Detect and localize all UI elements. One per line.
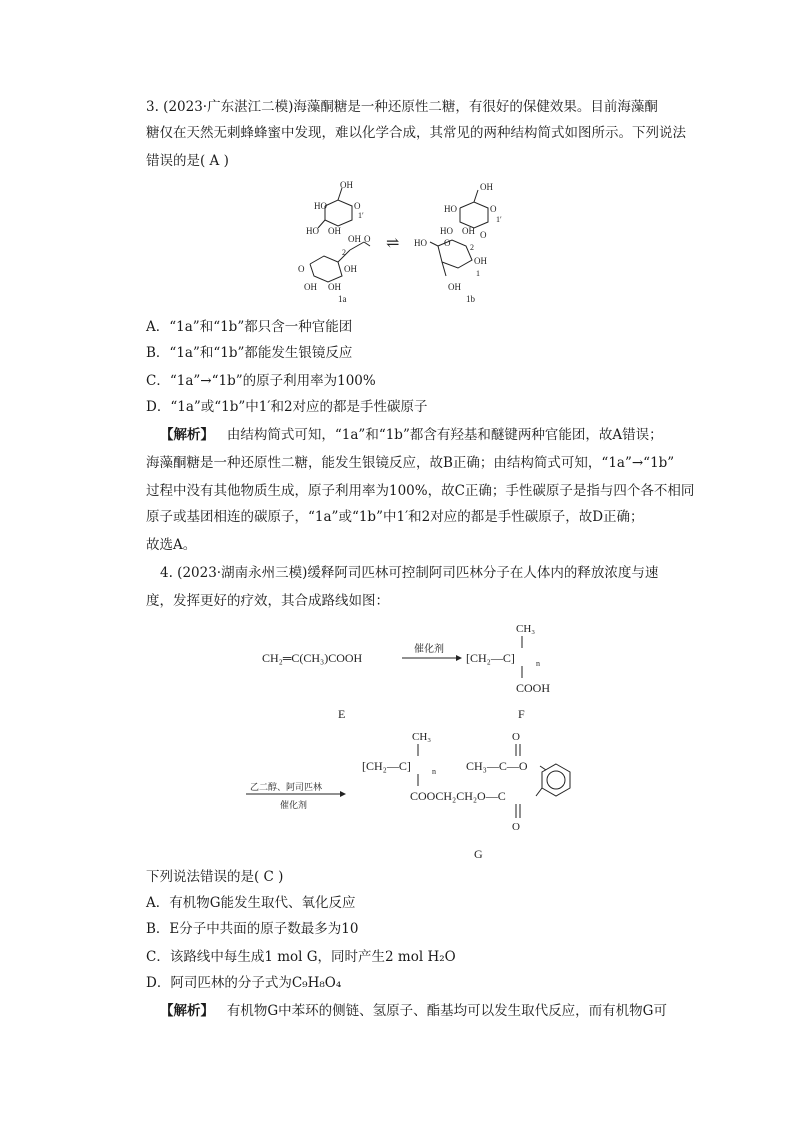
q3-stem-line1: 3. (2023·广东湛江二模)海藻酮糖是一种还原性二糖，有很好的保健效果。目前海藻酮 [146, 99, 658, 115]
catalyst-label: 催化剂 [280, 801, 308, 811]
q3-option-d: D．“1a”或“1b”中1′和2对应的都是手性碳原子 [146, 399, 428, 415]
one-prime-label: 1′ [358, 211, 364, 220]
o-label: O [298, 264, 305, 274]
o-label: O [354, 201, 361, 211]
polymer-g-chain: [CH₂—C] [362, 759, 411, 773]
oh-label: OH [462, 226, 475, 236]
trehalulose-structures-figure [290, 176, 530, 308]
one-label: 1 [476, 269, 480, 278]
synthesis-route-figure [240, 614, 580, 864]
ho-label: HO [306, 226, 319, 236]
oh-label: OH [328, 282, 341, 292]
q3-stem-line3: 错误的是( A ) [146, 153, 229, 169]
methyl-label: CH₃ [412, 731, 432, 743]
oh-label: OH [348, 234, 361, 244]
q3-analysis-line3: 过程中没有其他物质生成，原子利用率为100%，故C正确；手性碳原子是指与四个各不相同 [146, 483, 695, 499]
q3-stem-line2: 糖仅在天然无刺蜂蜂蜜中发现，难以化学合成，其常见的两种结构简式如图所示。下列说法 [146, 125, 686, 141]
oh-label: OH [344, 264, 357, 274]
methyl-label: CH₃ [516, 623, 536, 635]
carboxyl-label: COOH [516, 681, 551, 695]
q3-option-a: A．“1a”和“1b”都只含一种官能团 [146, 319, 353, 335]
oh-label: OH [474, 256, 487, 266]
analysis-tag: 【解析】 [160, 427, 214, 443]
o-label: O [490, 204, 497, 214]
label-1b: 1b [466, 294, 475, 304]
q3-analysis-line4: 原子或基团相连的碳原子，“1a”或“1b”中1′和2对应的都是手性碳原子，故D正确； [146, 509, 644, 525]
q4-stem-line1: 4. (2023·湖南永州三模)缓释阿司匹林可控制阿司匹林分子在人体内的释放浓度与速 [160, 565, 659, 581]
repeat-n: n [536, 659, 540, 668]
oh-label: OH [328, 226, 341, 236]
oh-label: OH [340, 180, 353, 190]
q4-analysis-line1 [160, 1000, 667, 1022]
acetyl-group: CH₃—C—O [466, 759, 528, 773]
o-label: O [444, 238, 451, 248]
two-label: 2 [342, 248, 346, 257]
ho-label: HO [444, 204, 457, 214]
analysis-tag: 【解析】 [160, 1003, 214, 1019]
q3-option-b: B．“1a”和“1b”都能发生银镜反应 [146, 345, 353, 361]
label-f: F [518, 707, 525, 721]
one-prime-label: 1′ [496, 215, 502, 224]
ho-label: HO [440, 226, 453, 236]
q4-option-d: D．阿司匹林的分子式为C₉H₈O₄ [146, 975, 342, 991]
q3-option-c: C．“1a”→“1b”的原子利用率为100% [146, 373, 376, 389]
o-label: O [480, 230, 487, 240]
ho-label: HO [314, 201, 327, 211]
ester-linker: COOCH₂CH₂O—C [410, 789, 506, 803]
label-1a: 1a [338, 294, 347, 304]
compound-e-formula: CH₂═C(CH₃)COOH [262, 651, 363, 665]
o-label: O [364, 234, 371, 244]
q3-analysis-line1 [160, 424, 663, 446]
q4-option-c: C．该路线中每生成1 mol G，同时产生2 mol H₂O [146, 949, 456, 965]
polymer-f-chain: [CH₂—C] [466, 651, 515, 665]
ho-label: HO [414, 238, 427, 248]
reagents-label: 乙二醇、阿司匹林 [250, 783, 323, 793]
catalyst-label: 催化剂 [414, 644, 444, 655]
carbonyl-oxygen-label: O [512, 731, 520, 743]
oh-label: OH [448, 282, 461, 292]
analysis-text: 由结构简式可知，“1a”和“1b”都含有羟基和醚键两种官能团，故A错误； [226, 427, 663, 443]
q4-stem-line2: 度，发挥更好的疗效，其合成路线如图： [146, 593, 389, 609]
repeat-n: n [432, 767, 436, 776]
q3-analysis-line5: 故选A。 [146, 537, 197, 553]
q4-option-b: B．E分子中共面的原子数最多为10 [146, 921, 359, 937]
label-g: G [474, 847, 483, 861]
analysis-text: 有机物G中苯环的侧链、氢原子、酯基均可以发生取代反应，而有机物G可 [226, 1003, 667, 1019]
carbonyl-oxygen-label: O [512, 821, 520, 833]
two-label: 2 [470, 243, 474, 252]
q3-analysis-line2: 海藻酮糖是一种还原性二糖，能发生银镜反应，故B正确；由结构简式可知，“1a”→“1b” [146, 455, 675, 471]
label-e: E [338, 707, 346, 721]
equilibrium-arrow: ⇌ [386, 235, 400, 252]
oh-label: OH [480, 182, 493, 192]
q4-question-stem: 下列说法错误的是( C ) [146, 869, 284, 885]
oh-label: OH [304, 282, 317, 292]
q4-option-a: A．有机物G能发生取代、氧化反应 [146, 895, 356, 911]
